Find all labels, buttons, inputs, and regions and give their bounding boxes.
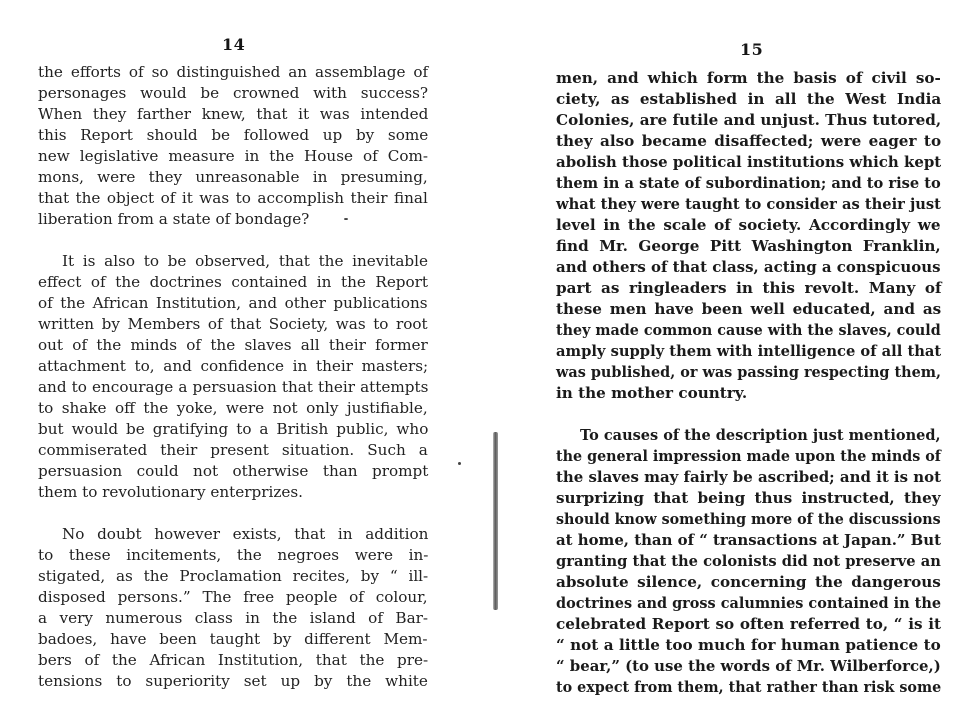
text-line: No doubt however exists, that in addition bbox=[62, 525, 429, 543]
text-line: but would be gratifying to a British public, who bbox=[38, 420, 429, 438]
text-line: bers of the African Institution, that the pre- bbox=[38, 651, 429, 669]
text-line: out of the minds of the slaves all their former bbox=[38, 336, 428, 354]
text-line: commiserated their present situation. Such a bbox=[38, 441, 428, 459]
text-line: at home, than of “ transactions at Japan.” But bbox=[556, 531, 942, 549]
text-line: and to encourage a persuasion that their attempts bbox=[38, 378, 429, 396]
ink-speck bbox=[458, 462, 461, 465]
text-line: effect of the doctrines contained in the Report bbox=[38, 273, 429, 291]
text-line: them to revolutionary enterprizes. bbox=[38, 483, 303, 501]
text-line: part as ringleaders in this revolt. Many of bbox=[556, 279, 942, 297]
text-line: new legislative measure in the House of Com- bbox=[38, 147, 428, 165]
text-line: was published, or was passing respecting them, bbox=[556, 363, 942, 381]
text-line: they made common cause with the slaves, could bbox=[556, 321, 941, 339]
text-line: to expect from them, that rather than risk some bbox=[556, 678, 942, 696]
text-line: celebrated Report so often referred to, “ is it bbox=[556, 615, 941, 633]
text-line: personages would be crowned with success? bbox=[38, 84, 429, 102]
gutter-shadow bbox=[493, 432, 498, 610]
text-line: men, and which form the basis of civil so- bbox=[556, 69, 941, 87]
text-line: To causes of the description just mentioned, bbox=[580, 426, 941, 444]
text-line: in the mother country. bbox=[556, 384, 748, 402]
page-number-left: 14 bbox=[222, 35, 246, 54]
text-line: “ not a little too much for human patience to bbox=[556, 636, 941, 654]
text-line: what they were taught to consider as their just bbox=[556, 195, 941, 213]
text-line: doctrines and gross calumnies contained in the bbox=[556, 594, 942, 612]
text-line: stigated, as the Proclamation recites, by “ ill- bbox=[38, 567, 429, 585]
text-line: mons, were they unreasonable in presuming, bbox=[38, 168, 428, 186]
text-line: should know something more of the discussions bbox=[556, 510, 941, 528]
text-line: disposed persons.” The free people of colour, bbox=[38, 588, 428, 606]
text-line: the general impression made upon the minds of bbox=[556, 447, 941, 465]
text-line: surprizing that being thus instructed, they bbox=[556, 489, 941, 507]
text-line: abolish those political institutions which kept bbox=[556, 153, 942, 171]
text-line: they also became disaffected; were eager to bbox=[556, 132, 942, 150]
ink-speck bbox=[344, 218, 348, 220]
text-line: the slaves may fairly be ascribed; and it is not bbox=[556, 468, 942, 486]
text-line: and others of that class, acting a conspicuous bbox=[556, 258, 941, 276]
text-line: a very numerous class in the island of Bar- bbox=[38, 609, 429, 627]
text-line: badoes, have been taught by different Mem- bbox=[38, 630, 428, 648]
text-line: to shake off the yoke, were not only justifiable, bbox=[38, 399, 428, 417]
text-line: to these incitements, the negroes were in- bbox=[38, 546, 429, 564]
text-line: liberation from a state of bondage? bbox=[38, 210, 310, 228]
text-line: granting that the colonists did not preserve an bbox=[556, 552, 941, 570]
text-line: When they farther knew, that it was intended bbox=[38, 105, 429, 123]
text-line: absolute silence, concerning the dangerous bbox=[556, 573, 941, 591]
page-number-right: 15 bbox=[740, 40, 764, 59]
text-line: Colonies, are futile and unjust. Thus tutored, bbox=[556, 111, 942, 129]
text-line: It is also to be observed, that the inevitable bbox=[62, 252, 428, 270]
text-line: attachment to, and confidence in their masters; bbox=[38, 357, 429, 375]
text-line: “ bear,” (to use the words of Mr. Wilberforce,) bbox=[556, 657, 941, 675]
text-line: find Mr. George Pitt Washington Franklin, bbox=[556, 237, 941, 255]
text-line: tensions to superiority set up by the white bbox=[38, 672, 428, 690]
text-line: persuasion could not otherwise than prompt bbox=[38, 462, 429, 480]
text-line: the efforts of so distinguished an assemblage of bbox=[38, 63, 429, 81]
text-line: amply supply them with intelligence of all that bbox=[556, 342, 942, 360]
text-line: written by Members of that Society, was to root bbox=[38, 315, 428, 333]
text-line: of the African Institution, and other publications bbox=[38, 294, 428, 312]
text-line: this Report should be followed up by some bbox=[38, 126, 429, 144]
text-line: them in a state of subordination; and to rise to bbox=[556, 174, 941, 192]
text-line: that the object of it was to accomplish their final bbox=[38, 189, 428, 207]
text-line: these men have been well educated, and as bbox=[556, 300, 942, 318]
text-line: level in the scale of society. Accordingly we bbox=[556, 216, 941, 234]
right-page bbox=[490, 0, 980, 720]
text-line: ciety, as established in all the West India bbox=[556, 90, 942, 108]
